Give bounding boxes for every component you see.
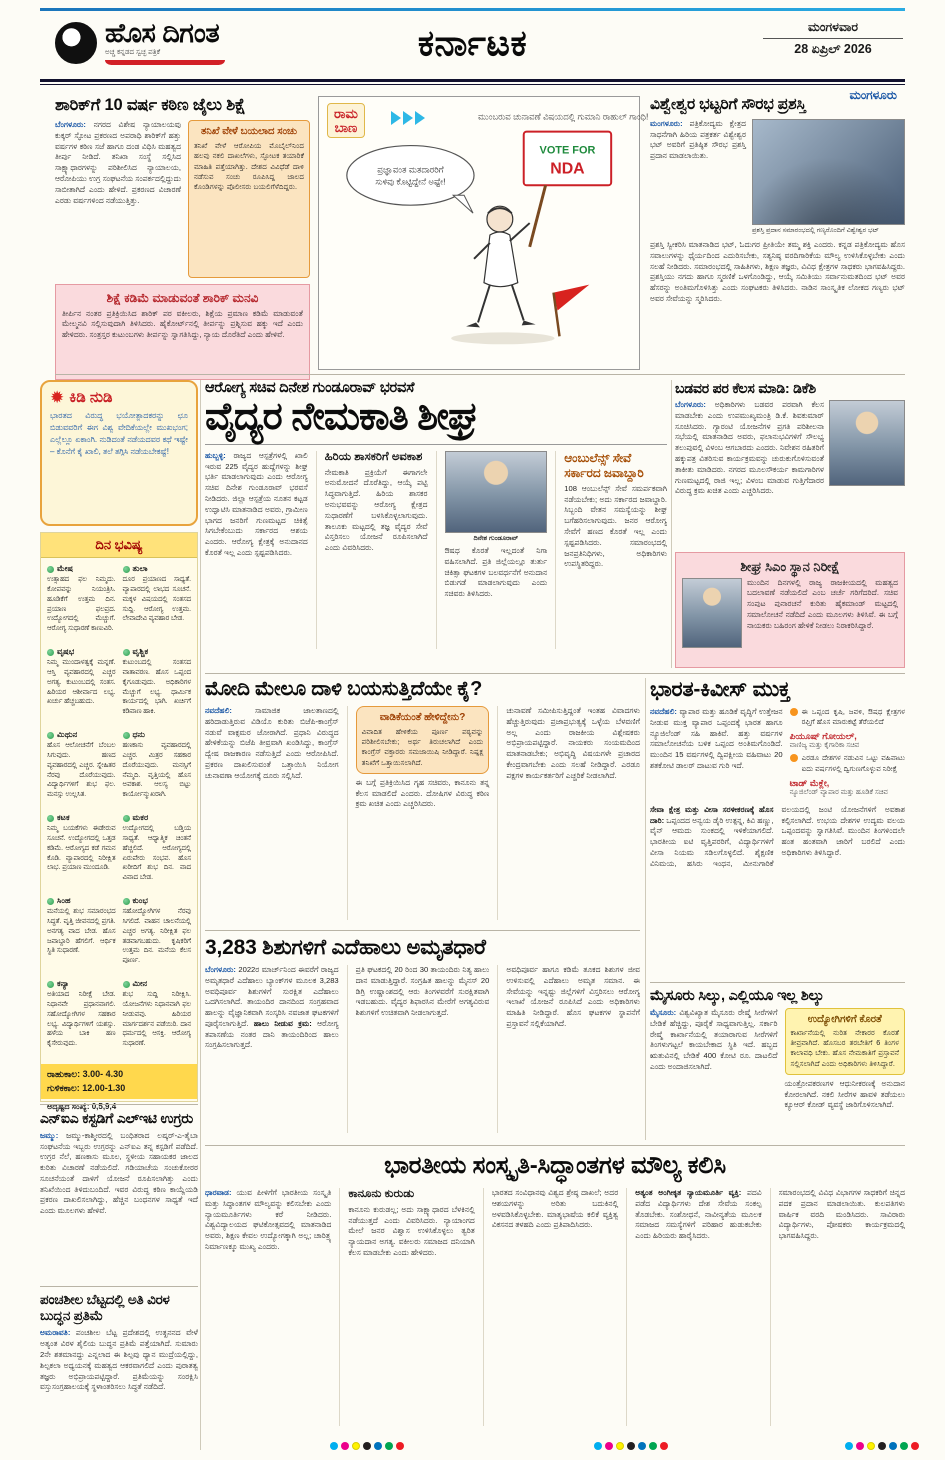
body-text: ಯಂತ್ರೋಪಕರಣಗಳ ಆಧುನೀಕರಣಕ್ಕೆ ಅನುದಾನ ಕೋರಲಾಗಿದೆ. ನಕಲಿ ಸೀರೆಗಳ ಹಾವಳಿ ತಡೆಯಲು ಕ್ಯೂಆರ್ ಕೋಡ್ ವ್ಯವಸ್ಥೆ ಜಾರಿಗೊಳಿಸಲಾಗಿದೆ. xyxy=(784,1078,905,1110)
body-text: 108 ಆಂಬುಲೆನ್ಸ್ ಸೇವೆ ಸಮರ್ಪಕವಾಗಿ ನಡೆಯಬೇಕು; ಅದು ಸರ್ಕಾರದ ಜವಾಬ್ದಾರಿ. ಸಿಬ್ಬಂದಿ ವೇತನ ಸಮಸ್ಯೆಯನ್ನು ಶೀಘ್ರ ಬಗೆಹರಿಸಲಾಗುವುದು. ಜನರ ಆರೋಗ್ಯ ಸೇವೆಗೆ ಹಣದ ಕೊರತೆ ಇಲ್ಲ ಎಂದು ಸ್ಪಷ್ಟಪಡಿಸಿದರು. ಸಮಾರಂಭದಲ್ಲಿ ಜನಪ್ರತಿನಿಧಿಗಳು, ಅಧಿಕಾರಿಗಳು ಉಪಸ್ಥಿತರಿದ್ದರು. xyxy=(564,483,667,569)
bubble-line2: ಸುಳಿವು ಕೊಟ್ಟಿದ್ದೇನೆ ಅಷ್ಟೇ! xyxy=(375,176,446,187)
article-body xyxy=(650,119,746,235)
column-2: ಪ್ರತಿ ಘಟಕದಲ್ಲಿ 20 ರಿಂದ 30 ತಾಯಂದಿರು ನಿತ್ಯ ಹಾಲು ದಾನ ಮಾಡುತ್ತಿದ್ದಾರೆ. ಸಂಗ್ರಹಿತ ಹಾಲನ್ನು ಮೈನಸ್ 20 ಡಿಗ್ರಿ ಉಷ್ಣಾಂಶದಲ್ಲಿ ಆರು ತಿಂಗಳವರೆಗೆ ಸುರಕ್ಷಿತವಾಗಿ ಇಡಬಹುದು. ವೈದ್ಯರ ಶಿಫಾರಸಿನ ಮೇರೆಗೆ ಅಗತ್ಯವಿರುವ ಶಿಶುಗಳಿಗೆ ಉಚಿತವಾಗಿ ನೀಡಲಾಗುತ್ತದೆ. xyxy=(347,965,490,1133)
quote-bullets xyxy=(790,707,905,800)
dateline: ಹುಬ್ಬಳ್ಳಿ: xyxy=(205,450,226,460)
box-title: ತನಿಖೆ ವೇಳೆ ಬಯಲಾದ ಸಂಚು xyxy=(200,126,298,138)
quoted-role: ವಾಣಿಜ್ಯ ಮತ್ತು ಕೈಗಾರಿಕಾ ಸಚಿವ xyxy=(789,742,860,750)
horoscope-entry xyxy=(123,896,192,972)
body-text: ಒಪ್ಪಂದದ ಅನ್ವಯ ಡೈರಿ ಉತ್ಪನ್ನ, ಕಿವಿ ಹಣ್ಣು, ವೈನ್ ಆಮದು ಸುಂಕದಲ್ಲಿ ಇಳಿಕೆಯಾಗಲಿದೆ. ಭಾರತೀಯ ಐಟಿ ವೃತ್ತಿಪರರಿಗೆ, ವಿದ್ಯಾರ್ಥಿಗಳಿಗೆ ವೀಸಾ ನಿಯಮ ಸಡಿಲಗೊಳ್ಳಲಿದೆ. ಶೈಕ್ಷಣಿಕ ವಿನಿಮಯ, ಹಸಿರು ಇಂಧನ, ಮೀನುಗಾರಿಕೆ ವಲಯದಲ್ಲಿ ಜಂಟಿ ಯೋಜನೆಗಳಿಗೆ ಅವಕಾಶ ಕಲ್ಪಿಸಲಾಗಿದೆ. ಉಭಯ ದೇಶಗಳ ಉದ್ಯಮ ವಲಯ ಒಪ್ಪಂದವನ್ನು ಸ್ವಾಗತಿಸಿವೆ. ಮುಂದಿನ ತಿಂಗಳಿಂದಲೇ ಹಂತ ಹಂತವಾಗಿ ಜಾರಿಗೆ ಬರಲಿದೆ ಎಂದು ಅಧಿಕಾರಿಗಳು ತಿಳಿಸಿದ್ದಾರೆ. xyxy=(650,804,905,868)
bullet-text: ಎರಡೂ ದೇಶಗಳ ನಡುವಿನ ಒಟ್ಟು ವಹಿವಾಟು ಐದು ವರ್ಷಗಳಲ್ಲಿ ದ್ವಿಗುಣಗೊಳ್ಳುವ ನಿರೀಕ್ಷೆ xyxy=(801,753,905,773)
zodiac-forecast: ಹೊಸ ಆಲೋಚನೆಗೆ ಬೆಂಬಲ ಸಿಗುವುದು. ಹಣದ ವ್ಯವಹಾರದಲ್ಲಿ ಎಚ್ಚರ. ಸ್ನೇಹಿತರ ನೆರವು ದೊರೆಯುವುದು. ವಿದ್ಯಾರ್ಥಿಗಳಿಗೆ ಶುಭ ಫಲ. ಮನಸ್ಸು ಉಲ್ಲಸಿತ. xyxy=(47,742,116,799)
article-modi xyxy=(205,678,640,926)
section-rule xyxy=(205,930,640,931)
dateline: ಅಮರಾವತಿ: xyxy=(40,1328,71,1338)
column-2 xyxy=(785,1008,906,1111)
column-4 xyxy=(626,1188,761,1426)
section-rule xyxy=(205,673,905,674)
highlight-box-pink xyxy=(55,284,310,380)
column-4 xyxy=(555,451,667,649)
masthead-rule xyxy=(40,79,905,82)
article-kiwis xyxy=(650,678,905,978)
subhead-line1: ಆಂಬುಲೆನ್ಸ್ ಸೇವೆ xyxy=(564,450,632,465)
box-title: ಉದ್ಯೋಗಿಗಳಿಗೆ ಕೊರತೆ xyxy=(807,1014,882,1025)
body-text: ಜಮ್ಮು-ಕಾಶ್ಮೀರದಲ್ಲಿ ಬಂಧಿತರಾದ ಲಷ್ಕರ್-ಎ-ತೈಬಾ ಸಂಘಟನೆಯ ಇಬ್ಬರು ಉಗ್ರರನ್ನು ಎನ್‌ಐಎ ತನ್ನ ಕಸ್ಟಡಿಗೆ ಪಡೆದಿದೆ. ಉಗ್ರರ ನೆಲೆ, ಹಣಕಾಸು ಮೂಲ, ಸ್ಥಳೀಯ ಸಹಾಯಕರ ಜಾಲದ ಕುರಿತು ವಿಚಾರಣೆ ನಡೆಯಲಿದೆ. ಗಡಿಯಾಚೆಯ ಸಂಚುಕೋರರ ಸೂಚನೆಯಂತೆ ದಾಳಿಗೆ ಯೋಜನೆ ರೂಪಿಸಲಾಗಿತ್ತು ಎಂದು ತನಿಖೆಯಿಂದ ತಿಳಿದುಬಂದಿದೆ. ಇವರ ವಿರುದ್ಧ ಕಠಿಣ ಕಾಯ್ದೆಯಡಿ ಪ್ರಕರಣ ದಾಖಲಿಸಲಾಗಿದ್ದು, ಹೆಚ್ಚಿನ ಬಂಧನಗಳ ಸಾಧ್ಯತೆ ಇದೆ ಎಂದು ಮೂಲಗಳು ಹೇಳಿವೆ. xyxy=(40,1130,198,1216)
body-text: ನೇಮಕಾತಿ ಪ್ರಕ್ರಿಯೆಗೆ ಈಗಾಗಲೇ ಅನುಮೋದನೆ ದೊರೆತಿದ್ದು, ಆಯ್ಕೆ ಪಟ್ಟಿ ಸಿದ್ಧವಾಗುತ್ತಿದೆ. ಹಿರಿಯ ಶಾಸಕರ ಅನುಭವವನ್ನು ಆರೋಗ್ಯ ಕ್ಷೇತ್ರದ ಸುಧಾರಣೆಗೆ ಬಳಸಿಕೊಳ್ಳಲಾಗುವುದು. ತಾಲೂಕು ಮಟ್ಟದಲ್ಲಿ ತಜ್ಞ ವೈದ್ಯರ ಸೇವೆ ವಿಸ್ತರಿಸಲು ಯೋಜನೆ ರೂಪಿಸಲಾಗಿದೆ ಎಂದು ವಿವರಿಸಿದರು. xyxy=(324,467,428,553)
zodiac-icon xyxy=(123,566,130,573)
section-rule xyxy=(55,374,905,375)
dateline: ಜಮ್ಮು: xyxy=(40,1130,59,1140)
horoscope-entry xyxy=(123,564,192,640)
zodiac-forecast: ಕುಟುಂಬದಲ್ಲಿ ಸಂತಸದ ವಾತಾವರಣ. ಹೊಸ ಒಪ್ಪಂದ ಕೈಗೂಡುವುದು. ಅಧಿಕಾರಿಗಳ ಮೆಚ್ಚುಗೆ ಲಭ್ಯ. ಧಾರ್ಮಿಕ ಕಾರ್ಯದಲ್ಲಿ ಭಾಗಿ. ಖರ್ಚಿಗೆ ಕಡಿವಾಣ ಹಾಕಿ. xyxy=(122,659,191,716)
body-text: 2022ರ ಮಾರ್ಚ್‌ನಿಂದ ಈವರೆಗೆ ರಾಜ್ಯದ ಅಮೃತಧಾರೆ ಎದೆಹಾಲು ಬ್ಯಾಂಕ್‌ಗಳ ಮೂಲಕ 3,283 ಅವಧಿಪೂರ್ವ ಶಿಶುಗಳಿಗೆ ಸುರಕ್ಷಿತ ಎದೆಹಾಲು ಒದಗಿಸಲಾಗಿದೆ. ತಾಯಂದಿರ ದಾನದಿಂದ ಸಂಗ್ರಹವಾದ ಹಾಲನ್ನು ವೈಜ್ಞಾನಿಕವಾಗಿ ಸಂಸ್ಕರಿಸಿ ನವಜಾತ ಘಟಕಗಳಿಗೆ ಪೂರೈಸಲಾಗುತ್ತಿದೆ. xyxy=(205,965,339,1028)
spark-icon: ✹ xyxy=(50,388,65,407)
column-5: ಸಮಾರಂಭದಲ್ಲಿ ವಿವಿಧ ವಿಭಾಗಗಳ ಸಾಧಕರಿಗೆ ಚಿನ್ನದ ಪದಕ ಪ್ರದಾನ ಮಾಡಲಾಯಿತು. ಕುಲಪತಿಗಳು ವಾರ್ಷಿಕ ವರದಿ ಮಂಡಿಸಿದರು. ಸಾವಿರಾರು ವಿದ್ಯಾರ್ಥಿಗಳು, ಪೋಷಕರು ಕಾರ್ಯಕ್ರಮದಲ್ಲಿ ಭಾಗವಹಿಸಿದ್ದರು. xyxy=(770,1188,905,1426)
article-headline: ಬಡವರ ಪರ ಕೆಲಸ ಮಾಡಿ: ಡಿಕೆಶಿ xyxy=(675,380,816,396)
article-vaidya xyxy=(205,380,667,668)
highlight-box-orange xyxy=(188,120,310,278)
zodiac-forecast: ಶುಭ ಸುದ್ದಿ ನಿರೀಕ್ಷಿಸಿ. ಯೋಜನೆಗಳು ನಿಧಾನವಾಗಿ ಫಲ ನೀಡುವವು. ಹಿರಿಯರ ಮಾರ್ಗದರ್ಶನ ಪಡೆಯಿರಿ. ದಾನ ಧರ್ಮದಲ್ಲಿ ಆಸಕ್ತಿ. ಆರೋಗ್ಯ ಸುಧಾರಣೆ. xyxy=(122,991,191,1048)
article-headline: ಮೈಸೂರು ಸಿಲ್ಕು, ಎಲ್ಲಿಯೂ ಇಲ್ಲ ಶಿಲ್ಕು xyxy=(650,988,824,1004)
column-1 xyxy=(205,1188,331,1426)
bold-lead: ಅತ್ಯಂತ ಅಂಗೀಕೃತ ನ್ಯಾಯಮೂರ್ತಿ ವ್ಯಕ್ತಿ: xyxy=(635,1188,742,1197)
article-saurabha xyxy=(650,96,905,368)
zodiac-name: ಮೇಷ xyxy=(57,564,74,573)
box-title: ವಾಡಿಕೆಯಂತೆ ಹೇಳಿದ್ದೇನು? xyxy=(379,712,466,723)
column-1 xyxy=(205,451,308,649)
sign-top-text: VOTE FOR xyxy=(539,144,596,157)
section-rule xyxy=(40,1104,198,1105)
article-headline: ಭಾರತೀಯ ಸಂಸ್ಕೃತಿ-ಸಿದ್ಧಾಂತಗಳ ಮೌಲ್ಯ ಕಲಿಸಿ xyxy=(384,1152,726,1179)
edition-title: ಕರ್ನಾಟಕ xyxy=(417,22,528,63)
zodiac-forecast: ಮನೆಯಲ್ಲಿ ಶುಭ ಸಮಾರಂಭದ ಸಿದ್ಧತೆ. ವೃತ್ತಿ ಜೀವನದಲ್ಲಿ ಪ್ರಗತಿ. ಅನಗತ್ಯ ವಾದ ಬೇಡ. ಹೊಸ ಜವಾಬ್ದಾರಿ ಹೆಗಲಿಗೆ. ಆರ್ಥಿಕ ಸ್ಥಿತಿ ಸುಧಾರಣೆ. xyxy=(47,908,116,955)
article-sharik xyxy=(55,96,310,368)
body-text-continued xyxy=(650,805,905,933)
horoscope-entry xyxy=(47,564,116,640)
zodiac-forecast: ನಿಮ್ಮ ಬಯಕೆಗಳು ಈಡೇರುವ ಸೂಚನೆ. ಉದ್ಯೋಗದಲ್ಲಿ ಒತ್ತಡ ಕಡಿಮೆ. ಆರೋಗ್ಯದ ಕಡೆ ಗಮನ ಕೊಡಿ. ವ್ಯಾಪಾರದಲ್ಲಿ ನಿರೀಕ್ಷಿತ ಲಾಭ. ಪ್ರಯಾಣ ಮುಂದೂಡಿ. xyxy=(47,825,116,872)
box-body: ತೀರ್ಪಿನ ನಂತರ ಪ್ರತಿಕ್ರಿಯಿಸಿದ ಶಾರಿಕ್ ಪರ ವಕೀಲರು, ಶಿಕ್ಷೆಯ ಪ್ರಮಾಣ ಕಡಿಮೆ ಮಾಡುವಂತೆ ಮೇಲ್ಮನವಿ ಸಲ್ಲಿಸುವುದಾಗಿ ತಿಳಿಸಿದರು. ಹೈಕೋರ್ಟ್‌ನಲ್ಲಿ ತೀರ್ಪನ್ನು ಪ್ರಶ್ನಿಸುವ ಹಕ್ಕು ಇದೆ ಎಂದು ಹೇಳಿದರು. ಸಂತ್ರಸ್ತರ ಕುಟುಂಬಗಳು ತೀರ್ಪನ್ನು ಸ್ವಾಗತಿಸಿದ್ದು, ನ್ಯಾಯ ದೊರೆತಿದೆ ಎಂದು ಹೇಳಿವೆ. xyxy=(62,308,303,340)
horoscope-entry xyxy=(47,979,116,1055)
horoscope-title: ದಿನ ಭವಿಷ್ಯ xyxy=(41,533,197,558)
column-2 xyxy=(339,1188,474,1426)
zodiac-icon xyxy=(47,981,54,988)
date-box xyxy=(763,20,903,57)
zodiac-name: ತುಲಾ xyxy=(132,564,148,573)
section-rule xyxy=(650,982,905,983)
kidi-nudi-title: ಕಿಡಿ ನುಡಿ xyxy=(69,389,113,406)
horoscope-entry xyxy=(123,979,192,1055)
zodiac-name: ಕುಂಭ xyxy=(132,896,149,905)
body-text: ಆರೋಗ್ಯ ತಪಾಸಣೆಯ ನಂತರ ದಾನಿ ತಾಯಂದಿರಿಂದ ಹಾಲು ಸಂಗ್ರಹಿಸಲಾಗುತ್ತದೆ. xyxy=(205,1018,339,1050)
body-text: ಸಾಮಾಜಿಕ ಜಾಲತಾಣದಲ್ಲಿ ಹರಿದಾಡುತ್ತಿರುವ ವಿಡಿಯೊ ಕುರಿತು ಬಿಜೆಪಿ-ಕಾಂಗ್ರೆಸ್ ನಡುವೆ ವಾಕ್ಸಮರ ಜೋರಾಗಿದೆ. ಪ್ರಧಾನಿ ವಿರುದ್ಧದ ಹೇಳಿಕೆಯನ್ನು ಬಿಜೆಪಿ ತೀವ್ರವಾಗಿ ಖಂಡಿಸಿದ್ದು, ಕಾಂಗ್ರೆಸ್ ದ್ವೇಷ ರಾಜಕಾರಣ ನಡೆಸುತ್ತಿದೆ ಎಂದು ಆರೋಪಿಸಿದೆ. ಪ್ರಕರಣ ದಾಖಲಿಸುವಂತೆ ಒತ್ತಾಯಿಸಿ ನಿಯೋಗ ಚುನಾವಣಾ ಆಯೋಗಕ್ಕೆ ದೂರು ಸಲ್ಲಿಸಿದೆ. xyxy=(205,706,339,780)
body-text: ರಾಜ್ಯದ ಆಸ್ಪತ್ರೆಗಳಲ್ಲಿ ಖಾಲಿ ಇರುವ 225 ವೈದ್ಯರ ಹುದ್ದೆಗಳನ್ನು ಶೀಘ್ರ ಭರ್ತಿ ಮಾಡಲಾಗುವುದು ಎಂದು ಆರೋಗ್ಯ ಸಚಿವ ದಿನೇಶ ಗುಂಡೂರಾವ್ ಭರವಸೆ ನೀಡಿದರು. ಜಿಲ್ಲಾ ಆಸ್ಪತ್ರೆಯ ನೂತನ ಕಟ್ಟಡ ಉದ್ಘಾಟಿಸಿ ಮಾತನಾಡಿದ ಅವರು, ಗ್ರಾಮೀಣ ಭಾಗದ ಜನರಿಗೆ ಗುಣಮಟ್ಟದ ಚಿಕಿತ್ಸೆ ಸಿಗಬೇಕೆಂಬುದು ಸರ್ಕಾರದ ಆಶಯ ಎಂದರು. ಆರೋಗ್ಯ ಕ್ಷೇತ್ರಕ್ಕೆ ಅನುದಾನದ ಕೊರತೆ ಇಲ್ಲ ಎಂದು ಸ್ಪಷ್ಟಪಡಿಸಿದರು. xyxy=(205,450,308,557)
rahukala-box xyxy=(41,1064,197,1099)
zodiac-forecast: ಸಹೋದ್ಯೋಗಿಗಳ ನೆರವು ಸಿಗಲಿದೆ. ವಾಹನ ಚಾಲನೆಯಲ್ಲಿ ಎಚ್ಚರ ಅಗತ್ಯ. ನಿರೀಕ್ಷಿತ ಫಲ ತಡವಾಗಬಹುದು. ಕೃಷಿಕರಿಗೆ ಉತ್ತಮ ದಿನ. ಮನೆಯ ಕೆಲಸ ಪೂರ್ಣ. xyxy=(122,908,191,965)
minister-photo xyxy=(445,451,548,533)
horoscope-entry xyxy=(47,647,116,723)
zodiac-name: ಮೀನ xyxy=(132,979,148,988)
cartoon-drawing xyxy=(319,97,649,369)
article-body xyxy=(40,1328,198,1393)
zodiac-forecast: ಉತ್ಸಾಹದ ಫಲ ನಿಮ್ಮದು. ಕೋಪವನ್ನು ನಿಯಂತ್ರಿಸಿ. ಹೂಡಿಕೆಗೆ ಉತ್ತಮ ದಿನ. ಪ್ರಯಾಣ ಫಲಪ್ರದ. ಉದ್ಯೋಗದಲ್ಲಿ ಮೆಚ್ಚುಗೆ. ಆರೋಗ್ಯ ಸುಧಾರಣೆ ಕಾಣುವಿರಿ. xyxy=(47,576,116,633)
quoted-role: ನ್ಯೂಜಿಲೆಂಡ್ ವ್ಯಾಪಾರ ಮತ್ತು ಹೂಡಿಕೆ ಸಚಿವ xyxy=(789,788,888,796)
cartoon-label-line1: ರಾಮ xyxy=(334,106,358,121)
article-body xyxy=(650,707,783,800)
bubble-line1: ಪ್ರಜ್ಞಾವಂತ ಮತದಾರರಿಗೆ xyxy=(377,164,444,175)
zodiac-name: ಕನ್ಯಾ xyxy=(57,979,70,988)
article-mysuru xyxy=(650,988,905,1140)
zodiac-icon xyxy=(47,815,54,822)
article-samskruti xyxy=(205,1152,905,1436)
article-shishu xyxy=(205,936,640,1140)
body-text: ಪದವಿ ಪಡೆದ ವಿದ್ಯಾರ್ಥಿಗಳು ದೇಶ ಸೇವೆಯ ಸಂಕಲ್ಪ ತೊಡಬೇಕು. ಸಂಶೋಧನೆ, ನಾವೀನ್ಯತೆಯ ಮೂಲಕ ಸಮಾಜದ ಸಮಸ್ಯೆಗಳಿಗೆ ಪರಿಹಾರ ಹುಡುಕಬೇಕು ಎಂದು ಹಿರಿಯರು ಹಾರೈಸಿದರು. xyxy=(635,1188,762,1241)
dkshi-photo xyxy=(829,400,905,486)
zodiac-forecast: ಉದ್ಯೋಗದಲ್ಲಿ ಬಡ್ತಿಯ ಸಾಧ್ಯತೆ. ಆಧ್ಯಾತ್ಮಿಕ ಚಿಂತನೆ ಹೆಚ್ಚಲಿದೆ. ಆರೋಗ್ಯದಲ್ಲಿ ಏರುಪೇರು ಸಂಭವ. ಹೊಸ ಖರೀದಿಗೆ ಶುಭ ದಿನ. ವಾದ ವಿವಾದ ಬೇಡ. xyxy=(122,825,191,882)
article-headline: ಭಾರತ-ಕಿವೀಸ್ ಮುಕ್ತ xyxy=(650,678,791,701)
horoscope-list xyxy=(41,558,197,1064)
zodiac-icon xyxy=(47,566,54,573)
article-dkshi xyxy=(675,380,905,546)
chevrons-icon xyxy=(391,111,425,125)
logo-tagline: ಅಚ್ಚ ಕನ್ನಡದ ಸ್ವಚ್ಛ ಪತ್ರಿಕೆ xyxy=(105,49,161,56)
registration-marks xyxy=(594,1442,668,1450)
body-text: ಈ ಬಗ್ಗೆ ಪ್ರತಿಕ್ರಿಯಿಸಿದ ಗೃಹ ಸಚಿವರು, ಕಾನೂನು ತನ್ನ ಕೆಲಸ ಮಾಡಲಿದೆ ಎಂದರು. ದೋಷಿಗಳ ವಿರುದ್ಧ ಕಠಿಣ ಕ್ರಮ ಖಚಿತ ಎಂದು ಎಚ್ಚರಿಸಿದರು. xyxy=(355,777,490,809)
kidi-nudi-box xyxy=(40,380,198,526)
dateline: ಬೆಂಗಳೂರು: xyxy=(205,965,236,974)
column-3: ಭಾರತದ ಸಂವಿಧಾನವು ವಿಶ್ವದ ಶ್ರೇಷ್ಠ ದಾಖಲೆ; ಅದರ ಆಶಯಗಳನ್ನು ಅರಿತು ಬದುಕಿನಲ್ಲಿ ಅಳವಡಿಸಿಕೊಳ್ಳಬೇಕು. ಮಾತೃಭಾಷೆಯ ಕಲಿಕೆ ವ್ಯಕ್ತಿತ್ವ ವಿಕಸನದ ತಳಹದಿ ಎಂದು ಪ್ರತಿಪಾದಿಸಿದರು. xyxy=(483,1188,618,1426)
zodiac-name: ವೃಶ್ಚಿಕ xyxy=(132,647,149,656)
cartoon-label-line2: ಬಾಣ xyxy=(334,119,358,135)
bold-lead: ಹಾಲು ನೀಡುವ ಕ್ರಮ: xyxy=(253,1018,312,1028)
bold-lead: ಸೇವಾ ಕ್ಷೇತ್ರ ಮತ್ತು ವೀಸಾ ಸರಳೀಕರಣಕ್ಕೆ ಹೊಸ ದಾರಿ: xyxy=(650,804,774,825)
registration-marks xyxy=(845,1442,919,1450)
box-body: ಕಾರ್ಖಾನೆಯಲ್ಲಿ ನುರಿತ ನೇಕಾರರ ಕೊರತೆ ತೀವ್ರವಾಗಿದೆ. ಹೊಸಬರ ತರಬೇತಿಗೆ 6 ತಿಂಗಳ ಕಾಲಾವಧಿ ಬೇಕು. ಹೊಸ ನೇಮಕಾತಿಗೆ ಪ್ರಸ್ತಾವನೆ ಸಲ್ಲಿಸಲಾಗಿದೆ ಎಂದು ಅಧಿಕಾರಿಗಳು ತಿಳಿಸಿದ್ದಾರೆ. xyxy=(790,1028,899,1068)
zodiac-forecast: ದೂರ ಪ್ರಯಾಣದ ಸಾಧ್ಯತೆ. ವ್ಯಾಪಾರದಲ್ಲಿ ಲಾಭದ ಸೂಚನೆ. ಮಕ್ಕಳ ವಿಷಯದಲ್ಲಿ ಸಂತಸದ ಸುದ್ದಿ. ಆರೋಗ್ಯ ಉತ್ತಮ. ಲೇವಾದೇವಿ ವ್ಯವಹಾರ ಬೇಡ. xyxy=(122,576,191,623)
column-1 xyxy=(205,706,339,920)
box-body: ತನಿಖೆ ವೇಳೆ ಆರೋಪಿಯ ಮೊಬೈಲ್‌ನಿಂದ ಹಲವು ನಕಲಿ ದಾಖಲೆಗಳು, ಸ್ಫೋಟಕ ತಯಾರಿಕೆ ಮಾಹಿತಿ ಪತ್ತೆಯಾಗಿತ್ತು. ದೇಶದ ವಿವಿಧೆಡೆ ದಾಳಿ ನಡೆಸುವ ಸಂಚು ರೂಪಿಸಿದ್ದ ಜಾಲದ ಕೊಂಡಿಗಳನ್ನು ಪೊಲೀಸರು ಬಯಲಿಗೆಳೆದಿದ್ದರು. xyxy=(194,141,304,192)
dateline: ಬೆಂಗಳೂರು: xyxy=(675,400,706,410)
article-headline: ಪಂಚಶೀಲ ಬೆಟ್ಟದಲ್ಲಿ ಅತಿ ವಿರಳ ಬುದ್ಧನ ಪ್ರತಿಮೆ xyxy=(40,1292,170,1324)
gulikakala: ಗುಳಿಕಕಾಲ: 12.00-1.30 xyxy=(47,1082,126,1093)
day-label: ಮಂಗಳವಾರ xyxy=(763,20,903,39)
zodiac-forecast: ಹಣಕಾಸು ವ್ಯವಹಾರದಲ್ಲಿ ಎಚ್ಚರ. ಮಿತ್ರರ ಸಹಕಾರ ದೊರೆಯುವುದು. ಮನಸ್ಸಿಗೆ ನೆಮ್ಮದಿ. ವೃತ್ತಿಯಲ್ಲಿ ಹೊಸ ಅವಕಾಶ. ಆಲಸ್ಯ ಬಿಟ್ಟು ಕಾರ್ಯೋನ್ಮುಖರಾಗಿ. xyxy=(122,742,191,799)
column-3: ಅವಧಿಪೂರ್ವ ಹಾಗೂ ಕಡಿಮೆ ತೂಕದ ಶಿಶುಗಳ ಜೀವ ಉಳಿಸುವಲ್ಲಿ ಎದೆಹಾಲು ಅಮೃತ ಸಮಾನ. ಈ ಸೇವೆಯನ್ನು ಇನ್ನಷ್ಟು ಜಿಲ್ಲೆಗಳಿಗೆ ವಿಸ್ತರಿಸಲು ಆರೋಗ್ಯ ಇಲಾಖೆ ಯೋಜನೆ ರೂಪಿಸಿದೆ ಎಂದು ಅಧಿಕಾರಿಗಳು ಮಾಹಿತಿ ನೀಡಿದ್ದಾರೆ. ಹೊಸ ಘಟಕಗಳ ಸ್ಥಾಪನೆಗೆ ಪ್ರಸ್ತಾವನೆ ಸಲ್ಲಿಕೆಯಾಗಿದೆ. xyxy=(497,965,640,1133)
column-rule xyxy=(200,380,201,1450)
sub-headline: ಕಾನೂನು ಕುರುಡು xyxy=(348,1188,415,1200)
zodiac-name: ಕಟಕ xyxy=(57,813,70,822)
body-text: ಪತ್ರಿಕೋದ್ಯಮ ಕ್ಷೇತ್ರದ ಸಾಧನೆಗಾಗಿ ಹಿರಿಯ ಪತ್ರಕರ್ತ ವಿಶ್ವೇಶ್ವರ ಭಟ್ ಅವರಿಗೆ ಪ್ರತಿಷ್ಠಿತ ಸೌರಭ ಪ್ರಶಸ್ತಿ ಪ್ರದಾನ ಮಾಡಲಾಯಿತು. xyxy=(650,118,746,161)
section-rule xyxy=(40,1286,198,1287)
zodiac-icon xyxy=(123,649,130,656)
masthead-rule-thin xyxy=(40,84,905,85)
photo-caption: ಪ್ರಶಸ್ತಿ ಪ್ರದಾನ ಸಮಾರಂಭದಲ್ಲಿ ಗಣ್ಯರೊಂದಿಗೆ ವಿಶ್ವೇಶ್ವರ ಭಟ್ xyxy=(752,226,879,234)
cartoon-section-label xyxy=(327,103,365,138)
article-headline: ಎನ್‌ಐಎ ಕಸ್ಟಡಿಗೆ ಎಲ್‌ಇಟಿ ಉಗ್ರರು xyxy=(40,1110,193,1126)
zodiac-forecast: ಅತಿಯಾದ ನಿರೀಕ್ಷೆ ಬೇಡ. ನಿಧಾನವೇ ಪ್ರಧಾನವಾಗಲಿ. ಸಹೋದ್ಯೋಗಿಗಳ ಸಹಕಾರ ಲಭ್ಯ. ವಿದ್ಯಾರ್ಥಿಗಳಿಗೆ ಯಶಸ್ಸು. ಹಳೆಯ ಬಾಕಿ ಹಣ ಕೈಸೇರುವುದು. xyxy=(47,991,116,1048)
zodiac-name: ಧನು xyxy=(132,730,145,739)
dateline: ಮಂಗಳೂರು: xyxy=(650,118,683,128)
box-title: ಶೀಘ್ರ ಸಿಎಂ ಸ್ಥಾನ ನಿರೀಕ್ಷೆ xyxy=(740,559,840,574)
horoscope-entry xyxy=(123,647,192,723)
body-text: ನಗರದ ವಿಶೇಷ ನ್ಯಾಯಾಲಯವು ಕುಕ್ಕರ್ ಸ್ಫೋಟ ಪ್ರಕರಣದ ಅಪರಾಧಿ ಶಾರಿಕ್‌ಗೆ ಹತ್ತು ವರ್ಷಗಳ ಕಠಿಣ ಸಜೆ ಹಾಗೂ ದಂಡ ವಿಧಿಸಿ ಮಹತ್ವದ ತೀರ್ಪು ನೀಡಿದೆ. ತನಿಖಾ ಸಂಸ್ಥೆ ಸಲ್ಲಿಸಿದ ಸಾಕ್ಷ್ಯಾಧಾರಗಳನ್ನು ಪರಿಶೀಲಿಸಿದ ನ್ಯಾಯಾಲಯ, ಆರೋಪಿಯು ಉಗ್ರ ಸಂಘಟನೆಯ ಸಂಪರ್ಕದಲ್ಲಿದ್ದುದು ಸಾಬೀತಾಗಿದೆ ಎಂದು ಹೇಳಿದೆ. ಪ್ರಕರಣದ ವಿಚಾರಣೆ ಎರಡು ವರ್ಷಗಳಿಂದ ನಡೆಯುತ್ತಿತ್ತು. xyxy=(55,120,181,205)
zodiac-icon xyxy=(123,732,130,739)
photo-caption: ದಿನೇಶ ಗುಂಡೂರಾವ್ xyxy=(473,534,519,542)
zodiac-icon xyxy=(123,815,130,822)
city-label: ಮಂಗಳೂರು xyxy=(849,88,897,102)
kicker: ಆರೋಗ್ಯ ಸಚಿವ ದಿನೇಶ ಗುಂಡೂರಾವ್ ಭರವಸೆ xyxy=(205,380,415,396)
article-headline: 3,283 ಶಿಶುಗಳಿಗೆ ಎದೆಹಾಲು ಅಮೃತಧಾರೆ xyxy=(205,936,486,959)
zodiac-name: ಮಿಥುನ xyxy=(57,730,78,739)
dateline: ಬೆಂಗಳೂರು: xyxy=(55,120,86,130)
registration-marks xyxy=(330,1442,404,1450)
zodiac-icon xyxy=(47,732,54,739)
section-rule xyxy=(205,1145,905,1146)
cm-expectation-box xyxy=(675,552,905,668)
cartoon-caption: ಮುಂಬರುವ ಚುನಾವಣೆ ವಿಷಯದಲ್ಲಿ ಗುಮಾನಿ ರಾಹುಲ್ ಗಾಂಧಿ! xyxy=(478,111,649,122)
zodiac-icon xyxy=(47,898,54,905)
body-text-continued: ಪ್ರಶಸ್ತಿ ಸ್ವೀಕರಿಸಿ ಮಾತನಾಡಿದ ಭಟ್, ಓದುಗರ ಪ್ರೀತಿಯೇ ತಮ್ಮ ಶಕ್ತಿ ಎಂದರು. ಕನ್ನಡ ಪತ್ರಿಕೋದ್ಯಮ ಹೊಸ ಸವಾಲುಗಳನ್ನು ಧೈರ್ಯದಿಂದ ಎದುರಿಸಬೇಕು, ಸತ್ಯನಿಷ್ಠ ವರದಿಗಾರಿಕೆಯ ಮೌಲ್ಯ ಉಳಿಸಿಕೊಳ್ಳಬೇಕು ಎಂದು ಸಲಹೆ ನೀಡಿದರು. ಸಮಾರಂಭದಲ್ಲಿ ಸಾಹಿತಿಗಳು, ಶಿಕ್ಷಣ ತಜ್ಞರು, ವಿವಿಧ ಕ್ಷೇತ್ರಗಳ ಸಾಧಕರು ಭಾಗವಹಿಸಿದ್ದರು. ಪ್ರಶಸ್ತಿಯು ನಗದು ಹಾಗೂ ಸ್ಮರಣಿಕೆ ಒಳಗೊಂಡಿದ್ದು, ಆಯ್ಕೆ ಸಮಿತಿಯು ಸರ್ವಾನುಮತದಿಂದ ಭಟ್ ಅವರ ಹೆಸರನ್ನು ಅಂತಿಮಗೊಳಿಸಿತ್ತು ಎಂದು ಸಂಘಟಕರು ತಿಳಿಸಿದರು. ನಾಡಿನ ಸಾಂಸ್ಕೃತಿಕ ಲೋಕದ ಗಣ್ಯರು ಭಟ್ ಅವರ ಸೇವೆಯನ್ನು ಸ್ಮರಿಸಿದರು. xyxy=(650,240,905,303)
column-2 xyxy=(316,451,428,649)
zodiac-name: ಮಕರ xyxy=(132,813,149,822)
dateline: ಮೈಸೂರು: xyxy=(650,1008,677,1017)
column-3: ಚುನಾವಣೆ ಸಮೀಪಿಸುತ್ತಿದ್ದಂತೆ ಇಂತಹ ವಿವಾದಗಳು ಹೆಚ್ಚುತ್ತಿರುವುದು ಪ್ರಜಾಪ್ರಭುತ್ವಕ್ಕೆ ಒಳ್ಳೆಯ ಬೆಳವಣಿಗೆ ಅಲ್ಲ ಎಂದು ರಾಜಕೀಯ ವಿಶ್ಲೇಷಕರು ಅಭಿಪ್ರಾಯಪಟ್ಟಿದ್ದಾರೆ. ನಾಯಕರು ಸಂಯಮದಿಂದ ಮಾತನಾಡಬೇಕು; ಅಭಿವೃದ್ಧಿ ವಿಷಯಗಳೇ ಪ್ರಚಾರದ ಕೇಂದ್ರವಾಗಬೇಕು ಎಂದು ಸಲಹೆ ನೀಡಿದ್ದಾರೆ. ಎರಡೂ ಪಕ್ಷಗಳ ಕಾರ್ಯಕರ್ತರಿಗೆ ಎಚ್ಚರಿಕೆ ನೀಡಲಾಗಿದೆ. xyxy=(497,706,640,920)
box-body: ಮುಂದಿನ ದಿನಗಳಲ್ಲಿ ರಾಜ್ಯ ರಾಜಕೀಯದಲ್ಲಿ ಮಹತ್ವದ ಬದಲಾವಣೆ ನಡೆಯಲಿದೆ ಎಂಬ ಚರ್ಚೆ ಗರಿಗೆದರಿದೆ. ಸಚಿವ ಸಂಪುಟ ಪುನಾರಚನೆ ಕುರಿತು ಹೈಕಮಾಂಡ್ ಮಟ್ಟದಲ್ಲಿ ಸಮಾಲೋಚನೆ ನಡೆದಿದೆ ಎಂದು ಮೂಲಗಳು ತಿಳಿಸಿವೆ. ಈ ಬಗ್ಗೆ ನಾಯಕರು ಬಹಿರಂಗ ಹೇಳಿಕೆ ನೀಡಲು ನಿರಾಕರಿಸಿದ್ದಾರೆ. xyxy=(747,577,898,630)
bullet-text: ಈ ಒಪ್ಪಂದ ಕೃಷಿ, ಜವಳಿ, ಔಷಧ ಕ್ಷೇತ್ರಗಳ ರಫ್ತಿಗೆ ಹೊಸ ಮಾರುಕಟ್ಟೆ ತೆರೆಯಲಿದೆ xyxy=(801,707,905,727)
article-headline: ವಿಶ್ವೇಶ್ವರ ಭಟ್ಟರಿಗೆ ಸೌರಭ ಪ್ರಶಸ್ತಿ xyxy=(650,96,806,113)
body-text: ವ್ಯಾಪಾರ ಮತ್ತು ಹೂಡಿಕೆ ವೃದ್ಧಿಗೆ ಉತ್ತೇಜನ ನೀಡುವ ಮುಕ್ತ ವ್ಯಾಪಾರ ಒಪ್ಪಂದಕ್ಕೆ ಭಾರತ ಹಾಗೂ ನ್ಯೂಜಿಲೆಂಡ್ ಸಹಿ ಹಾಕಿವೆ. ಹತ್ತು ವರ್ಷಗಳ ಸಮಾಲೋಚನೆಯ ಬಳಿಕ ಒಪ್ಪಂದ ಅಂತಿಮಗೊಂಡಿದೆ. ಮುಂದಿನ 15 ವರ್ಷಗಳಲ್ಲಿ ದ್ವಿಪಕ್ಷೀಯ ವಹಿವಾಟು 20 ಶತಕೋಟಿ ಡಾಲರ್ ದಾಟುವ ಗುರಿ ಇದೆ. xyxy=(650,707,783,770)
dateline: ನವದೆಹಲಿ: xyxy=(205,706,232,715)
horoscope-entry xyxy=(123,730,192,806)
zodiac-forecast: ನಿಮ್ಮ ಮುಂದಾಳತ್ವಕ್ಕೆ ಮನ್ನಣೆ. ಆಸ್ತಿ ವ್ಯವಹಾರದಲ್ಲಿ ಎಚ್ಚರ ಅಗತ್ಯ. ಕುಟುಂಬದಲ್ಲಿ ಸಂತಸ. ಹಿರಿಯರ ಆಶೀರ್ವಾದ ಲಭ್ಯ. ಖರ್ಚು ಹೆಚ್ಚಬಹುದು. xyxy=(47,659,116,706)
lucky-number: ಅದೃಷ್ಟದ ಸಂಖ್ಯೆ: 0,5,9,4 xyxy=(47,1102,117,1111)
zodiac-icon xyxy=(47,649,54,656)
horoscope-entry xyxy=(123,813,192,889)
zodiac-icon xyxy=(123,981,130,988)
article-headline: ಶಾರಿಕ್‌ಗೆ 10 ವರ್ಷ ಕಠಿಣ ಜೈಲು ಶಿಕ್ಷೆ xyxy=(55,96,246,114)
bullet-icon xyxy=(790,754,798,762)
bullet-icon xyxy=(790,708,798,716)
editorial-cartoon xyxy=(318,96,649,370)
rahukala: ರಾಹುಕಾಲ: 3.00- 4.30 xyxy=(47,1069,124,1079)
sub-headline-orange xyxy=(564,451,667,481)
body-text: ಔಷಧ ಕೊರತೆ ಇಲ್ಲದಂತೆ ನಿಗಾ ವಹಿಸಲಾಗಿದೆ. ಪ್ರತಿ ಜಿಲ್ಲೆಯಲ್ಲೂ ತುರ್ತು ಚಿಕಿತ್ಸಾ ಘಟಕಗಳ ಬಲವರ್ಧನೆಗೆ ಅನುದಾನ ಬಿಡುಗಡೆ ಮಾಡಲಾಗುವುದು ಎಂದು ಸಚಿವರು ತಿಳಿಸಿದರು. xyxy=(444,546,548,599)
zodiac-icon xyxy=(123,898,130,905)
article-headline: ವೈದ್ಯರ ನೇಮಕಾತಿ ಶೀಘ್ರ xyxy=(205,396,478,438)
article-nia xyxy=(40,1110,198,1282)
kidi-nudi-body: ಭಾರತದ ವಿರುದ್ಧ ಭಯೋತ್ಪಾದಕರನ್ನು ಛೂ ಬಿಡುವವರಿಗೆ ಈಗ ವಿಶ್ವ ವೇದಿಕೆಯಲ್ಲೇ ಮುಖಭಂಗ; ಎಲ್ಲೆಲ್ಲೂ ಏಕಾಂಗಿ. ನುಡಿದಂತೆ ನಡೆಯದವರ ಕಥೆ ಇಷ್ಟೇ – ಕೊನೆಗೆ ಕೈ ಖಾಲಿ, ತಲೆ ತಗ್ಗಿಸಿ ನಡೆಯಬೇಕಷ್ಟೆ! xyxy=(50,411,188,456)
body-text: ಪಂಚಶೀಲ ಬೆಟ್ಟ ಪ್ರದೇಶದಲ್ಲಿ ಉತ್ಖನನದ ವೇಳೆ ಅತ್ಯಂತ ವಿರಳ ಶೈಲಿಯ ಬುದ್ಧನ ಪ್ರತಿಮೆ ಪತ್ತೆಯಾಗಿದೆ. ಸುಮಾರು 2ನೇ ಶತಮಾನದ್ದು ಎನ್ನಲಾದ ಈ ಶಿಲ್ಪವು ಧ್ಯಾನ ಮುದ್ರೆಯಲ್ಲಿದ್ದು, ಶಿಲ್ಪಕಲಾ ಅಧ್ಯಯನಕ್ಕೆ ಮಹತ್ವದ ಆಕರವಾಗಲಿದೆ ಎಂದು ಪುರಾತತ್ವ ತಜ್ಞರು ಅಭಿಪ್ರಾಯಪಟ್ಟಿದ್ದಾರೆ. ಪ್ರತಿಮೆಯನ್ನು ಸಂರಕ್ಷಿಸಿ ವಸ್ತುಸಂಗ್ರಹಾಲಯಕ್ಕೆ ಸ್ಥಳಾಂತರಿಸಲು ಸಿದ್ಧತೆ ನಡೆದಿದೆ. xyxy=(40,1328,198,1392)
body-text: ಕಾನೂನು ಕುರುಡಲ್ಲ; ಅದು ಸಾಕ್ಷ್ಯಾಧಾರದ ಬೆಳಕಿನಲ್ಲಿ ನಡೆಯುತ್ತದೆ ಎಂದು ವಿವರಿಸಿದರು. ನ್ಯಾಯಾಂಗದ ಮೇಲೆ ಜನರ ವಿಶ್ವಾಸ ಉಳಿಸಿಕೊಳ್ಳಲು ತ್ವರಿತ ನ್ಯಾಯದಾನ ಅಗತ್ಯ. ವಕೀಲರು ಸಮಾಜದ ದನಿಯಾಗಿ ಕೆಲಸ ಮಾಡಬೇಕು ಎಂದು ಹೇಳಿದರು. xyxy=(348,1204,475,1257)
horoscope-entry xyxy=(47,896,116,972)
quoted-name: ಟಾಡ್ ಮೆಕ್ಲೇ, xyxy=(789,777,830,788)
horoscope-entry xyxy=(47,730,116,806)
highlight-box-yellow xyxy=(785,1008,906,1075)
zodiac-name: ವೃಷಭ xyxy=(57,647,75,656)
dateline: ನವದೆಹಲಿ: xyxy=(650,707,677,716)
award-ceremony-photo xyxy=(752,119,905,225)
column-rule xyxy=(671,380,672,668)
box-title: ಶಿಕ್ಷೆ ಕಡಿಮೆ ಮಾಡುವಂತೆ ಶಾರಿಕ್ ಮನವಿ xyxy=(106,291,259,306)
article-body xyxy=(40,1131,198,1217)
column-rule xyxy=(645,678,646,1140)
column-1 xyxy=(205,965,339,1133)
quoted-name: ಪಿಯೂಷ್ ಗೋಯಲ್, xyxy=(789,731,857,742)
sub-headline: ಹಿರಿಯ ಶಾಸಕರಿಗೆ ಅವಕಾಶ xyxy=(324,450,423,463)
leader-photo xyxy=(682,578,742,648)
body-text: ಯುವ ಪೀಳಿಗೆಗೆ ಭಾರತೀಯ ಸಂಸ್ಕೃತಿ ಮತ್ತು ಸಿದ್ಧಾಂತಗಳ ಮೌಲ್ಯವನ್ನು ಕಲಿಸಬೇಕು ಎಂದು ನ್ಯಾಯಮೂರ್ತಿಗಳು ಕರೆ ನೀಡಿದರು. ವಿಶ್ವವಿದ್ಯಾಲಯದ ಘಟಿಕೋತ್ಸವದಲ್ಲಿ ಮಾತನಾಡಿದ ಅವರು, ಶಿಕ್ಷಣ ಕೇವಲ ಉದ್ಯೋಗಕ್ಕಾಗಿ ಅಲ್ಲ; ಚಾರಿತ್ರ್ಯ ನಿರ್ಮಾಣಕ್ಕೂ ಮುಖ್ಯ ಎಂದರು. xyxy=(205,1188,332,1251)
horoscope-panel xyxy=(40,532,198,1111)
article-headline: ಮೋದಿ ಮೇಲೂ ದಾಳಿ ಬಯಸುತ್ತಿದೆಯೇ ಕೈ? xyxy=(205,678,483,700)
body-text: ಅಧಿಕಾರಿಗಳು ಬಡವರ ಪರವಾಗಿ ಕೆಲಸ ಮಾಡಬೇಕು ಎಂದು ಉಪಮುಖ್ಯಮಂತ್ರಿ ಡಿ.ಕೆ. ಶಿವಕುಮಾರ್ ಸೂಚಿಸಿದರು. ಗ್ಯಾರಂಟಿ ಯೋಜನೆಗಳ ಪ್ರಗತಿ ಪರಿಶೀಲನಾ ಸಭೆಯಲ್ಲಿ ಮಾತನಾಡಿದ ಅವರು, ಫಲಾನುಭವಿಗಳಿಗೆ ಸೌಲಭ್ಯ ತಲುಪುವಲ್ಲಿ ವಿಳಂಬ ಆಗಬಾರದು ಎಂದರು. ನಿವೇಶನ ರಹಿತರಿಗೆ ಹಕ್ಕುಪತ್ರ ವಿತರಿಸುವ ಕಾರ್ಯಕ್ರಮವನ್ನು ಚುರುಕುಗೊಳಿಸುವಂತೆ ತಾಕೀತು ಮಾಡಿದರು. ನಗರದ ಮೂಲಸೌಕರ್ಯ ಕಾಮಗಾರಿಗಳ ಗುಣಮಟ್ಟದಲ್ಲಿ ರಾಜಿ ಇಲ್ಲ; ವಿಳಂಬ ಮಾಡುವ ಗುತ್ತಿಗೆದಾರರ ವಿರುದ್ಧ ಕ್ರಮ ಖಚಿತ ಎಂದು ಎಚ್ಚರಿಸಿದರು. xyxy=(675,400,824,496)
body-text: ವಿಶ್ವವಿಖ್ಯಾತ ಮೈಸೂರು ರೇಷ್ಮೆ ಸೀರೆಗಳಿಗೆ ಬೇಡಿಕೆ ಹೆಚ್ಚಿದ್ದು, ಪೂರೈಕೆ ಸಾಧ್ಯವಾಗುತ್ತಿಲ್ಲ. ಸರ್ಕಾರಿ ರೇಷ್ಮೆ ಕಾರ್ಖಾನೆಯಲ್ಲಿ ತಯಾರಾಗುವ ಸೀರೆಗಳಿಗೆ ತಿಂಗಳುಗಟ್ಟಲೆ ಕಾಯಬೇಕಾದ ಸ್ಥಿತಿ ಇದೆ. ಹಬ್ಬದ ಋತುವಿನಲ್ಲಿ ಬೇಡಿಕೆ 400 ಕೋಟಿ ರೂ. ದಾಟಲಿದೆ ಎಂದು ಅಂದಾಜಿಸಲಾಗಿದೆ. xyxy=(650,1008,778,1071)
box-body: ವಿವಾದಿತ ಹೇಳಿಕೆಯ ಪೂರ್ಣ ಪಠ್ಯವನ್ನು ಪರಿಶೀಲಿಸಬೇಕು; ಅರ್ಥ ತಿರುಚಲಾಗಿದೆ ಎಂದು ಕಾಂಗ್ರೆಸ್ ವಕ್ತಾರರು ಸಮಜಾಯಿಷಿ ನೀಡಿದ್ದಾರೆ. ನಿಷ್ಪಕ್ಷ ತನಿಖೆಗೆ ಒತ್ತಾಯಿಸಲಾಗಿದೆ. xyxy=(361,727,484,767)
column-2 xyxy=(347,706,490,920)
logo-title: ಹೊಸ ದಿಗಂತ xyxy=(105,18,220,48)
date-label: 28 ಏಪ್ರಿಲ್ 2026 xyxy=(794,42,872,56)
article-body xyxy=(55,120,181,278)
article-buddha xyxy=(40,1292,198,1452)
column-1 xyxy=(650,1008,778,1111)
column-3 xyxy=(436,451,548,649)
dateline: ಧಾರವಾಡ: xyxy=(205,1188,232,1197)
subhead-line2: ಸರ್ಕಾರದ ಜವಾಬ್ದಾರಿ xyxy=(564,465,644,480)
sign-main-text: NDA xyxy=(550,160,585,178)
top-accent-line xyxy=(40,8,905,11)
highlight-box-orange xyxy=(356,706,490,774)
horoscope-entry xyxy=(47,813,116,889)
zodiac-name: ಸಿಂಹ xyxy=(57,896,71,905)
